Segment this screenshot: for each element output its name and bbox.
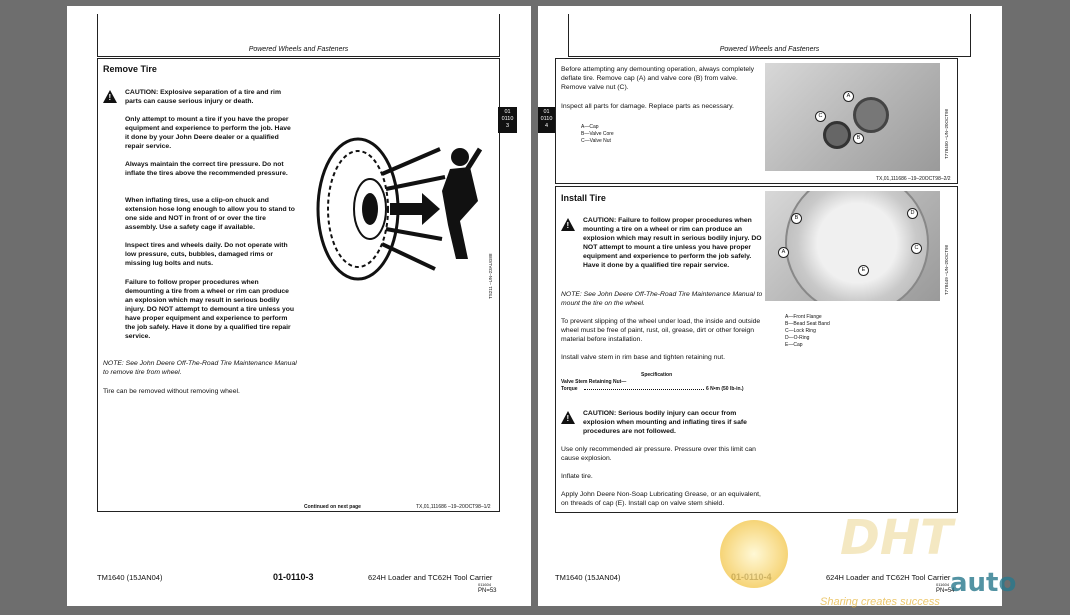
watermark-text-large: DHT (840, 510, 953, 566)
photo-label: A (843, 91, 854, 102)
warning-icon (561, 411, 575, 424)
section-title: Install Tire (561, 193, 606, 203)
footer-date-code: 011604 (936, 582, 950, 587)
paragraph: Failure to follow proper procedures when demounting a tire from a wheel or rim can produce an explosion which may result in serious bodily injury. DO NOT attempt to demount a tire unless you have proper equipment and experience to perform the job safely. Have it done by a qualified tire repair service. (125, 279, 295, 340)
photo-label: E (858, 265, 869, 276)
spec-title: Specification (641, 372, 673, 378)
section-title: Remove Tire (103, 64, 157, 74)
footer-pn: PN=53 (478, 588, 497, 594)
legend-item: E—Cap (785, 342, 803, 348)
paragraph: Tire can be removed without removing wheel. (103, 388, 240, 395)
paragraph: Inspect all parts for damage. Replace parts as necessary. (561, 103, 734, 110)
legend-item: A—Front Flange (785, 314, 822, 320)
paragraph: When inflating tires, use a clip-on chuck and extension hose long enough to allow you to stand to one side and NOT in front of or over the tire assembly. Use a safety cage if available. (125, 197, 295, 231)
tab-line: 01 (504, 109, 511, 115)
watermark-tagline: Sharing creates success (820, 596, 940, 608)
paragraph: Use only recommended air pressure. Pressure over this limit can cause explosion. (561, 446, 756, 462)
page-header (97, 14, 500, 57)
footer-manual: TM1640 (15JAN04) (555, 573, 621, 582)
figure-code: T778449 –UN–20OCT98 (944, 244, 949, 295)
caution-text: CAUTION: Explosive separation of a tire and rim parts can cause serious injury or death. (125, 89, 281, 105)
watermark-sun-logo (720, 520, 788, 588)
page-header (568, 14, 971, 57)
footer-model: 624H Loader and TC62H Tool Carrier (826, 573, 951, 582)
paragraph: Inspect tires and wheels daily. Do not operate with low pressure, cuts, bubbles, damaged rims or missing lug bolts and nuts. (125, 242, 288, 267)
legend (581, 124, 614, 145)
reference-code: TX,01,111686 –19–20OCT98–1/2 (416, 504, 491, 510)
header-title: Powered Wheels and Fasteners (719, 46, 820, 53)
paragraph: Install valve stem in rim base and tighten retaining nut. (561, 354, 725, 361)
watermark-text: auto (950, 568, 1017, 598)
spec-leader (584, 389, 704, 390)
spec-label: Torque (561, 386, 578, 392)
legend-item: D—O-Ring (785, 335, 810, 341)
tab-line: 3 (505, 123, 510, 129)
deflate-section (555, 58, 958, 184)
photo-label: B (853, 133, 864, 144)
paragraph: To prevent slipping of the wheel under load, the inside and outside wheel must be free of paint, rust, oil, grease, dirt or other foreign material before installation. (561, 318, 761, 343)
figure-code: T778450 –UN–20OCT98 (944, 108, 949, 159)
legend-item: B—Valve Core (581, 131, 614, 137)
install-tire-section (555, 186, 958, 513)
paragraph: Always maintain the correct tire pressure. Do not inflate the tires above the recommended pressure. (125, 161, 288, 177)
photo-label: A (778, 247, 789, 258)
footer-page-number: 01-0110-3 (273, 572, 314, 582)
paragraph: Before attempting any demounting operation, always completely deflate tire. Remove cap (A) and valve core (B) from valve. Remove valve nut (C). (561, 66, 755, 91)
note: NOTE: See John Deere Off-The-Road Tire Maintenance Manual to mount the tire on the wheel. (561, 291, 763, 307)
note: NOTE: See John Deere Off-The-Road Tire Maintenance Manual to remove tire from wheel. (103, 360, 297, 376)
legend-item: A—Cap (581, 124, 599, 130)
figure-code: TS211 –UN–23AUG88 (488, 253, 493, 299)
valve-photo (765, 63, 940, 171)
legend-item: C—Lock Ring (785, 328, 816, 334)
tire-explosion-illustration (310, 129, 485, 289)
header-title: Powered Wheels and Fasteners (248, 46, 349, 53)
footer-pn: PN=54 (936, 588, 955, 594)
footer-date-code: 011604 (478, 582, 492, 587)
tab-line: 0110 (501, 116, 514, 122)
continued-note: Continued on next page (304, 504, 361, 510)
left-page (67, 6, 531, 606)
paragraph: Apply John Deere Non-Soap Lubricating Grease, or an equivalent, on threads of cap (E). Install cap on valve stem shield. (561, 491, 761, 507)
photo-label: C (911, 243, 922, 254)
tab-line: 4 (544, 123, 549, 129)
caution-text: CAUTION: Serious bodily injury can occur from explosion when mounting and inflating tires if safe procedures are not followed. (583, 410, 747, 435)
legend-item: C—Valve Nut (581, 138, 611, 144)
section-tab (498, 107, 517, 133)
photo-label: C (815, 111, 826, 122)
reference-code: TX,01,111686 –19–20OCT98–2/2 (876, 176, 951, 182)
spec-item: Valve Stem Retaining Nut— (561, 379, 627, 385)
footer-model: 624H Loader and TC62H Tool Carrier (368, 573, 493, 582)
caution-text: CAUTION: Failure to follow proper procedures when mounting a tire on a wheel or rim can produce an explosion which may result in serious bodily injury. DO NOT attempt to mount a tire unless you have proper equipment and experience to perform the job safely. Have it done by a qualified tire repair service. (583, 217, 762, 269)
rim-photo (765, 191, 940, 301)
legend-item: B—Bead Seat Band (785, 321, 830, 327)
tab-line: 01 (543, 109, 550, 115)
photo-label: B (791, 213, 802, 224)
paragraph: Inflate tire. (561, 473, 593, 480)
legend (785, 314, 830, 349)
photo-label: D (907, 208, 918, 219)
spec-value: 6 N•m (50 lb-in.) (706, 386, 744, 392)
remove-tire-section (97, 58, 500, 512)
paragraph: Only attempt to mount a tire if you have the proper equipment and experience to perform the job. Have it done by your John Deere dealer or a qualified repair service. (125, 116, 291, 150)
section-tab (538, 107, 555, 133)
tab-line: 0110 (540, 116, 553, 122)
warning-icon (561, 218, 575, 231)
warning-icon (103, 90, 117, 103)
footer-manual: TM1640 (15JAN04) (97, 573, 163, 582)
